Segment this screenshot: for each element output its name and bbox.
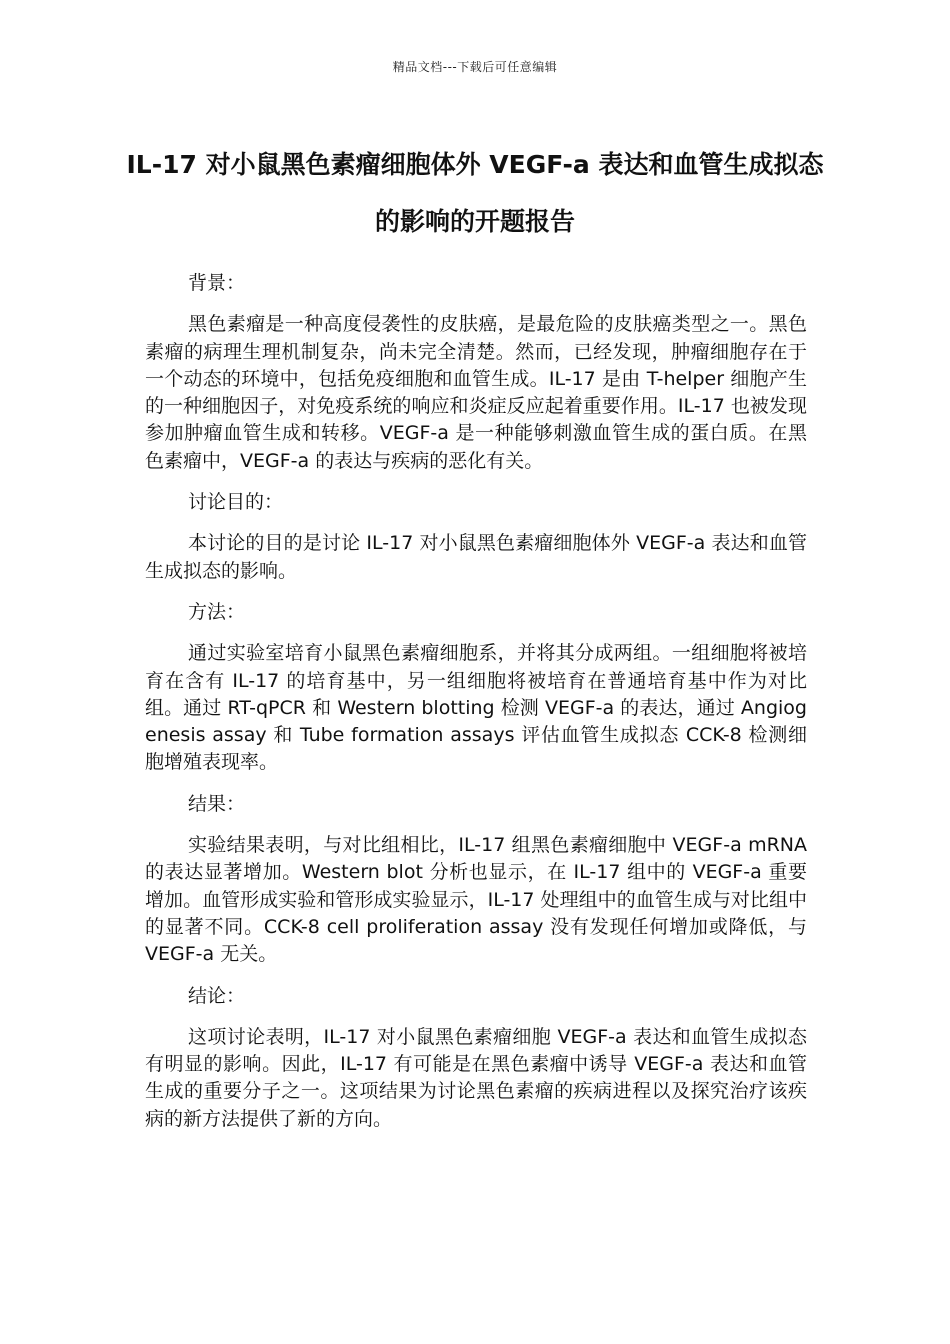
document-title: IL-17 对小鼠黑色素瘤细胞体外 VEGF-a 表达和血管生成拟态的影响的开题报告 [126,150,824,236]
header-note: 精品文档---下载后可任意编辑 [392,60,558,74]
section-purpose [145,489,807,585]
section-conclusion [145,983,807,1133]
section-paragraph: 黑色素瘤是一种高度侵袭性的皮肤癌，是最危险的皮肤癌类型之一。黑色素瘤的病理生理机制复杂，尚未完全清楚。然而，已经发现，肿瘤细胞存在于一个动态的环境中，包括免疫细胞和血管生成。IL-17 是由 T-helper 细胞产生的一种细胞因子，对免疫系统的响应和炎症反应起着重要作用。IL-17 也被发现参加肿瘤血管生成和转移。VEGF-a 是一种能够刺激血管生成的蛋白质。在黑色素瘤中，VEGF-a 的表达与疾病的恶化有关。 [145,313,807,472]
section-paragraph: 这项讨论表明，IL-17 对小鼠黑色素瘤细胞 VEGF-a 表达和血管生成拟态有明显的影响。因此，IL-17 有可能是在黑色素瘤中诱导 VEGF-a 表达和血管生成的重要分子之一。这项结果为讨论黑色素瘤的疾病进程以及探究治疗该疾病的新方法提供了新的方向。 [145,1025,807,1130]
section-heading: 方法： [188,600,246,623]
section-background [145,270,807,475]
section-paragraph: 通过实验室培育小鼠黑色素瘤细胞系，并将其分成两组。一组细胞将被培育在含有 IL-17 的培育基中，另一组细胞将被培育在普通培育基中作为对比组。通过 RT-qPCR 和 Western blotting 检测 VEGF-a 的表达，通过 Angiogenesis assay 和 Tube formation assays 评估血管生成拟态 CCK-8 检测细胞增殖表现率。 [145,642,807,774]
section-heading: 结果： [188,792,246,815]
section-heading: 背景： [188,272,246,294]
document-body [145,270,807,1147]
section-heading: 结论： [188,984,246,1007]
section-results [145,791,807,969]
section-heading: 讨论目的： [188,491,284,514]
section-methods [145,599,807,777]
section-paragraph: 本讨论的目的是讨论 IL-17 对小鼠黑色素瘤细胞体外 VEGF-a 表达和血管生成拟态的影响。 [145,532,807,582]
section-paragraph: 实验结果表明，与对比组相比，IL-17 组黑色素瘤细胞中 VEGF-a mRNA 的表达显著增加。Western blot 分析也显示，在 IL-17 组中的 VEGF-a 重要增加。血管形成实验和管形成实验显示，IL-17 处理组中的血管生成与对比组中的显著不同。CCK-8 cell proliferation assay 没有发现任何增加或降低，与 VEGF-a 无关。 [145,834,807,966]
